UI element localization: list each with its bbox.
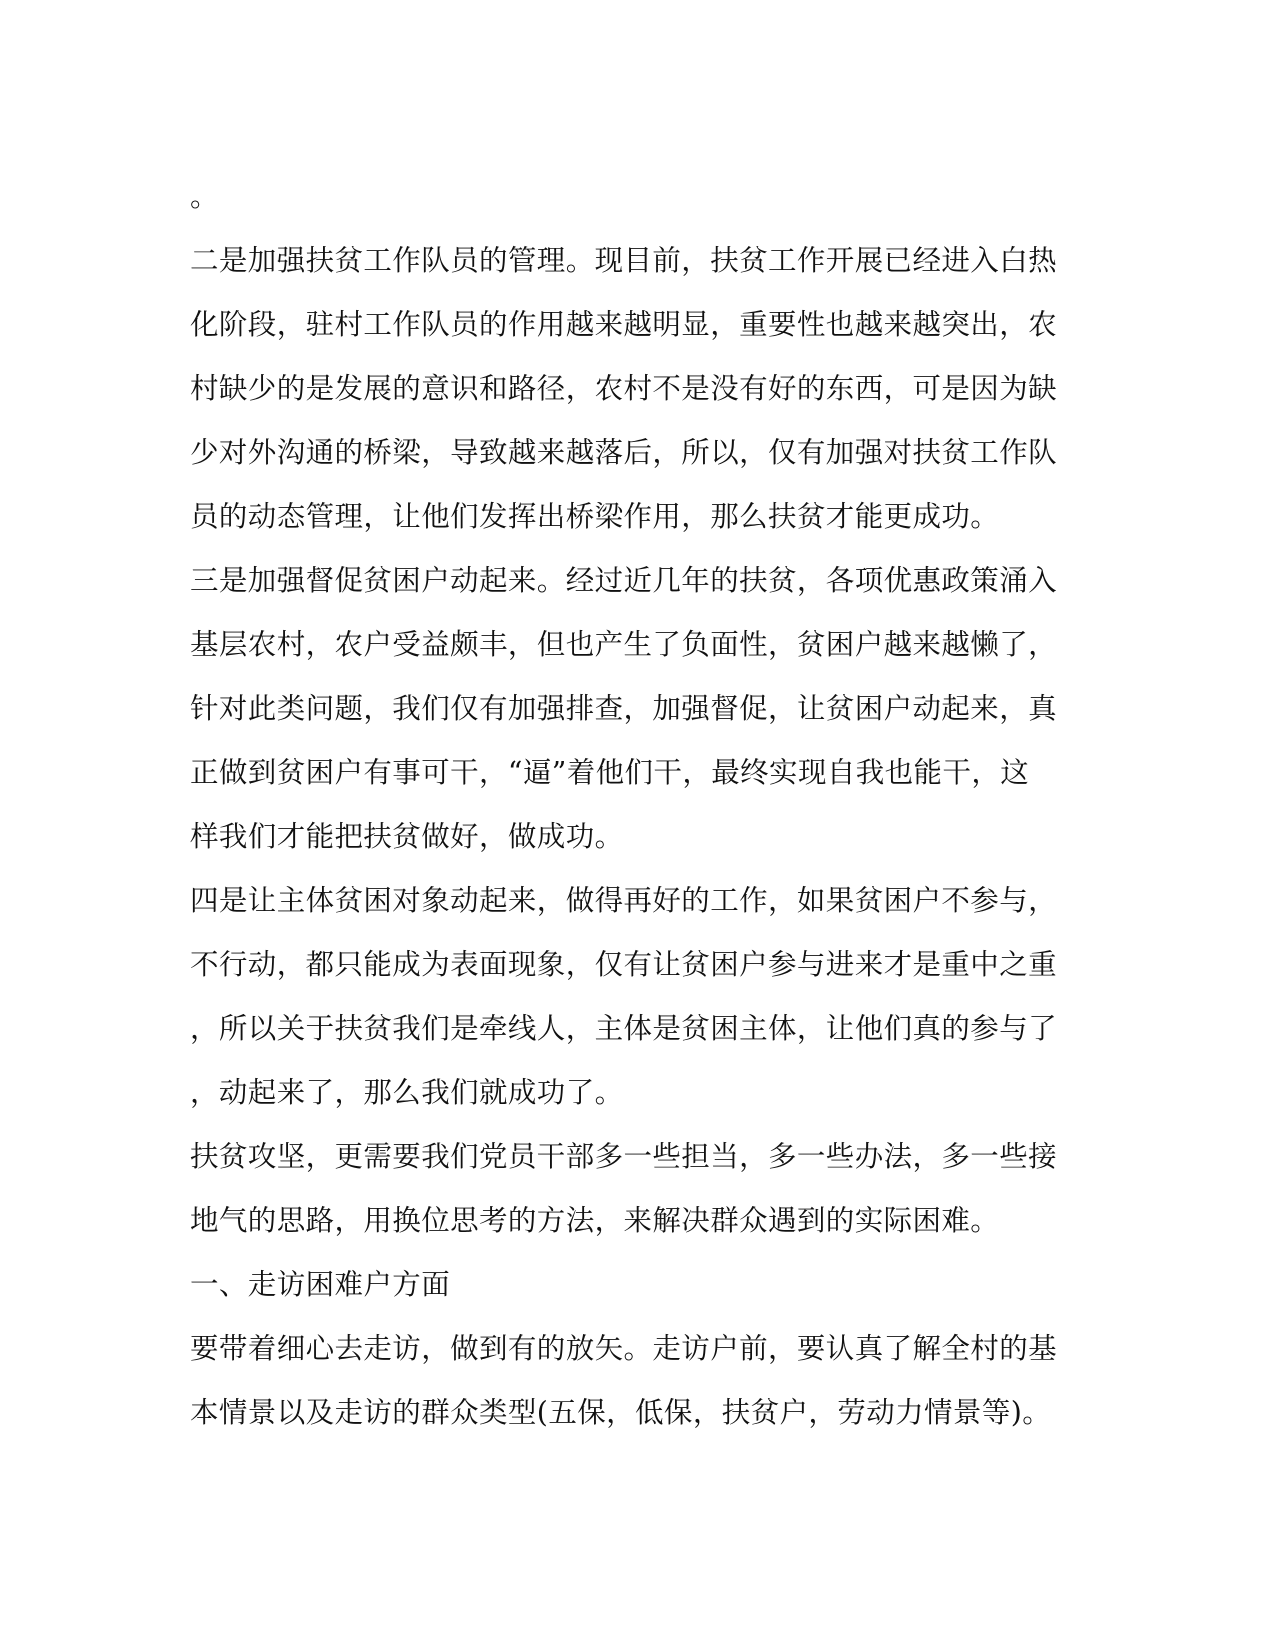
text-line: 三是加强督促贫困户动起来。经过近几年的扶贫，各项优惠政策涌入 bbox=[190, 564, 1058, 597]
text-line: 基层农村，农户受益颇丰，但也产生了负面性，贫困户越来越懒了， bbox=[190, 628, 1058, 661]
section-heading: 一、走访困难户方面 bbox=[190, 1268, 451, 1301]
text-line: ，所以关于扶贫我们是牵线人，主体是贫困主体，让他们真的参与了 bbox=[190, 1012, 1058, 1045]
text-line: 要带着细心去走访，做到有的放矢。走访户前，要认真了解全村的基 bbox=[190, 1332, 1058, 1365]
text-line: 针对此类问题，我们仅有加强排查，加强督促，让贫困户动起来，真 bbox=[190, 692, 1058, 725]
text-line: 。 bbox=[190, 180, 219, 213]
text-line: 扶贫攻坚，更需要我们党员干部多一些担当，多一些办法，多一些接 bbox=[190, 1140, 1058, 1173]
text-line: 村缺少的是发展的意识和路径，农村不是没有好的东西，可是因为缺 bbox=[190, 372, 1058, 405]
text-line: 员的动态管理，让他们发挥出桥梁作用，那么扶贫才能更成功。 bbox=[190, 500, 1000, 533]
text-line: 样我们才能把扶贫做好，做成功。 bbox=[190, 820, 624, 853]
text-line: 本情景以及走访的群众类型(五保，低保，扶贫户，劳动力情景等)。 bbox=[190, 1396, 1052, 1429]
text-line: 二是加强扶贫工作队员的管理。现目前，扶贫工作开展已经进入白热 bbox=[190, 244, 1058, 277]
text-line: 不行动，都只能成为表面现象，仅有让贫困户参与进来才是重中之重 bbox=[190, 948, 1058, 981]
text-line: ，动起来了，那么我们就成功了。 bbox=[190, 1076, 624, 1109]
text-line: 化阶段，驻村工作队员的作用越来越明显，重要性也越来越突出，农 bbox=[190, 308, 1058, 341]
text-line: 少对外沟通的桥梁，导致越来越落后，所以，仅有加强对扶贫工作队 bbox=[190, 436, 1058, 469]
text-line: 正做到贫困户有事可干，“逼”着他们干，最终实现自我也能干，这 bbox=[190, 756, 1030, 789]
document-body bbox=[190, 165, 1070, 1445]
text-line: 地气的思路，用换位思考的方法，来解决群众遇到的实际困难。 bbox=[190, 1204, 1000, 1237]
text-line: 四是让主体贫困对象动起来，做得再好的工作，如果贫困户不参与， bbox=[190, 884, 1058, 917]
